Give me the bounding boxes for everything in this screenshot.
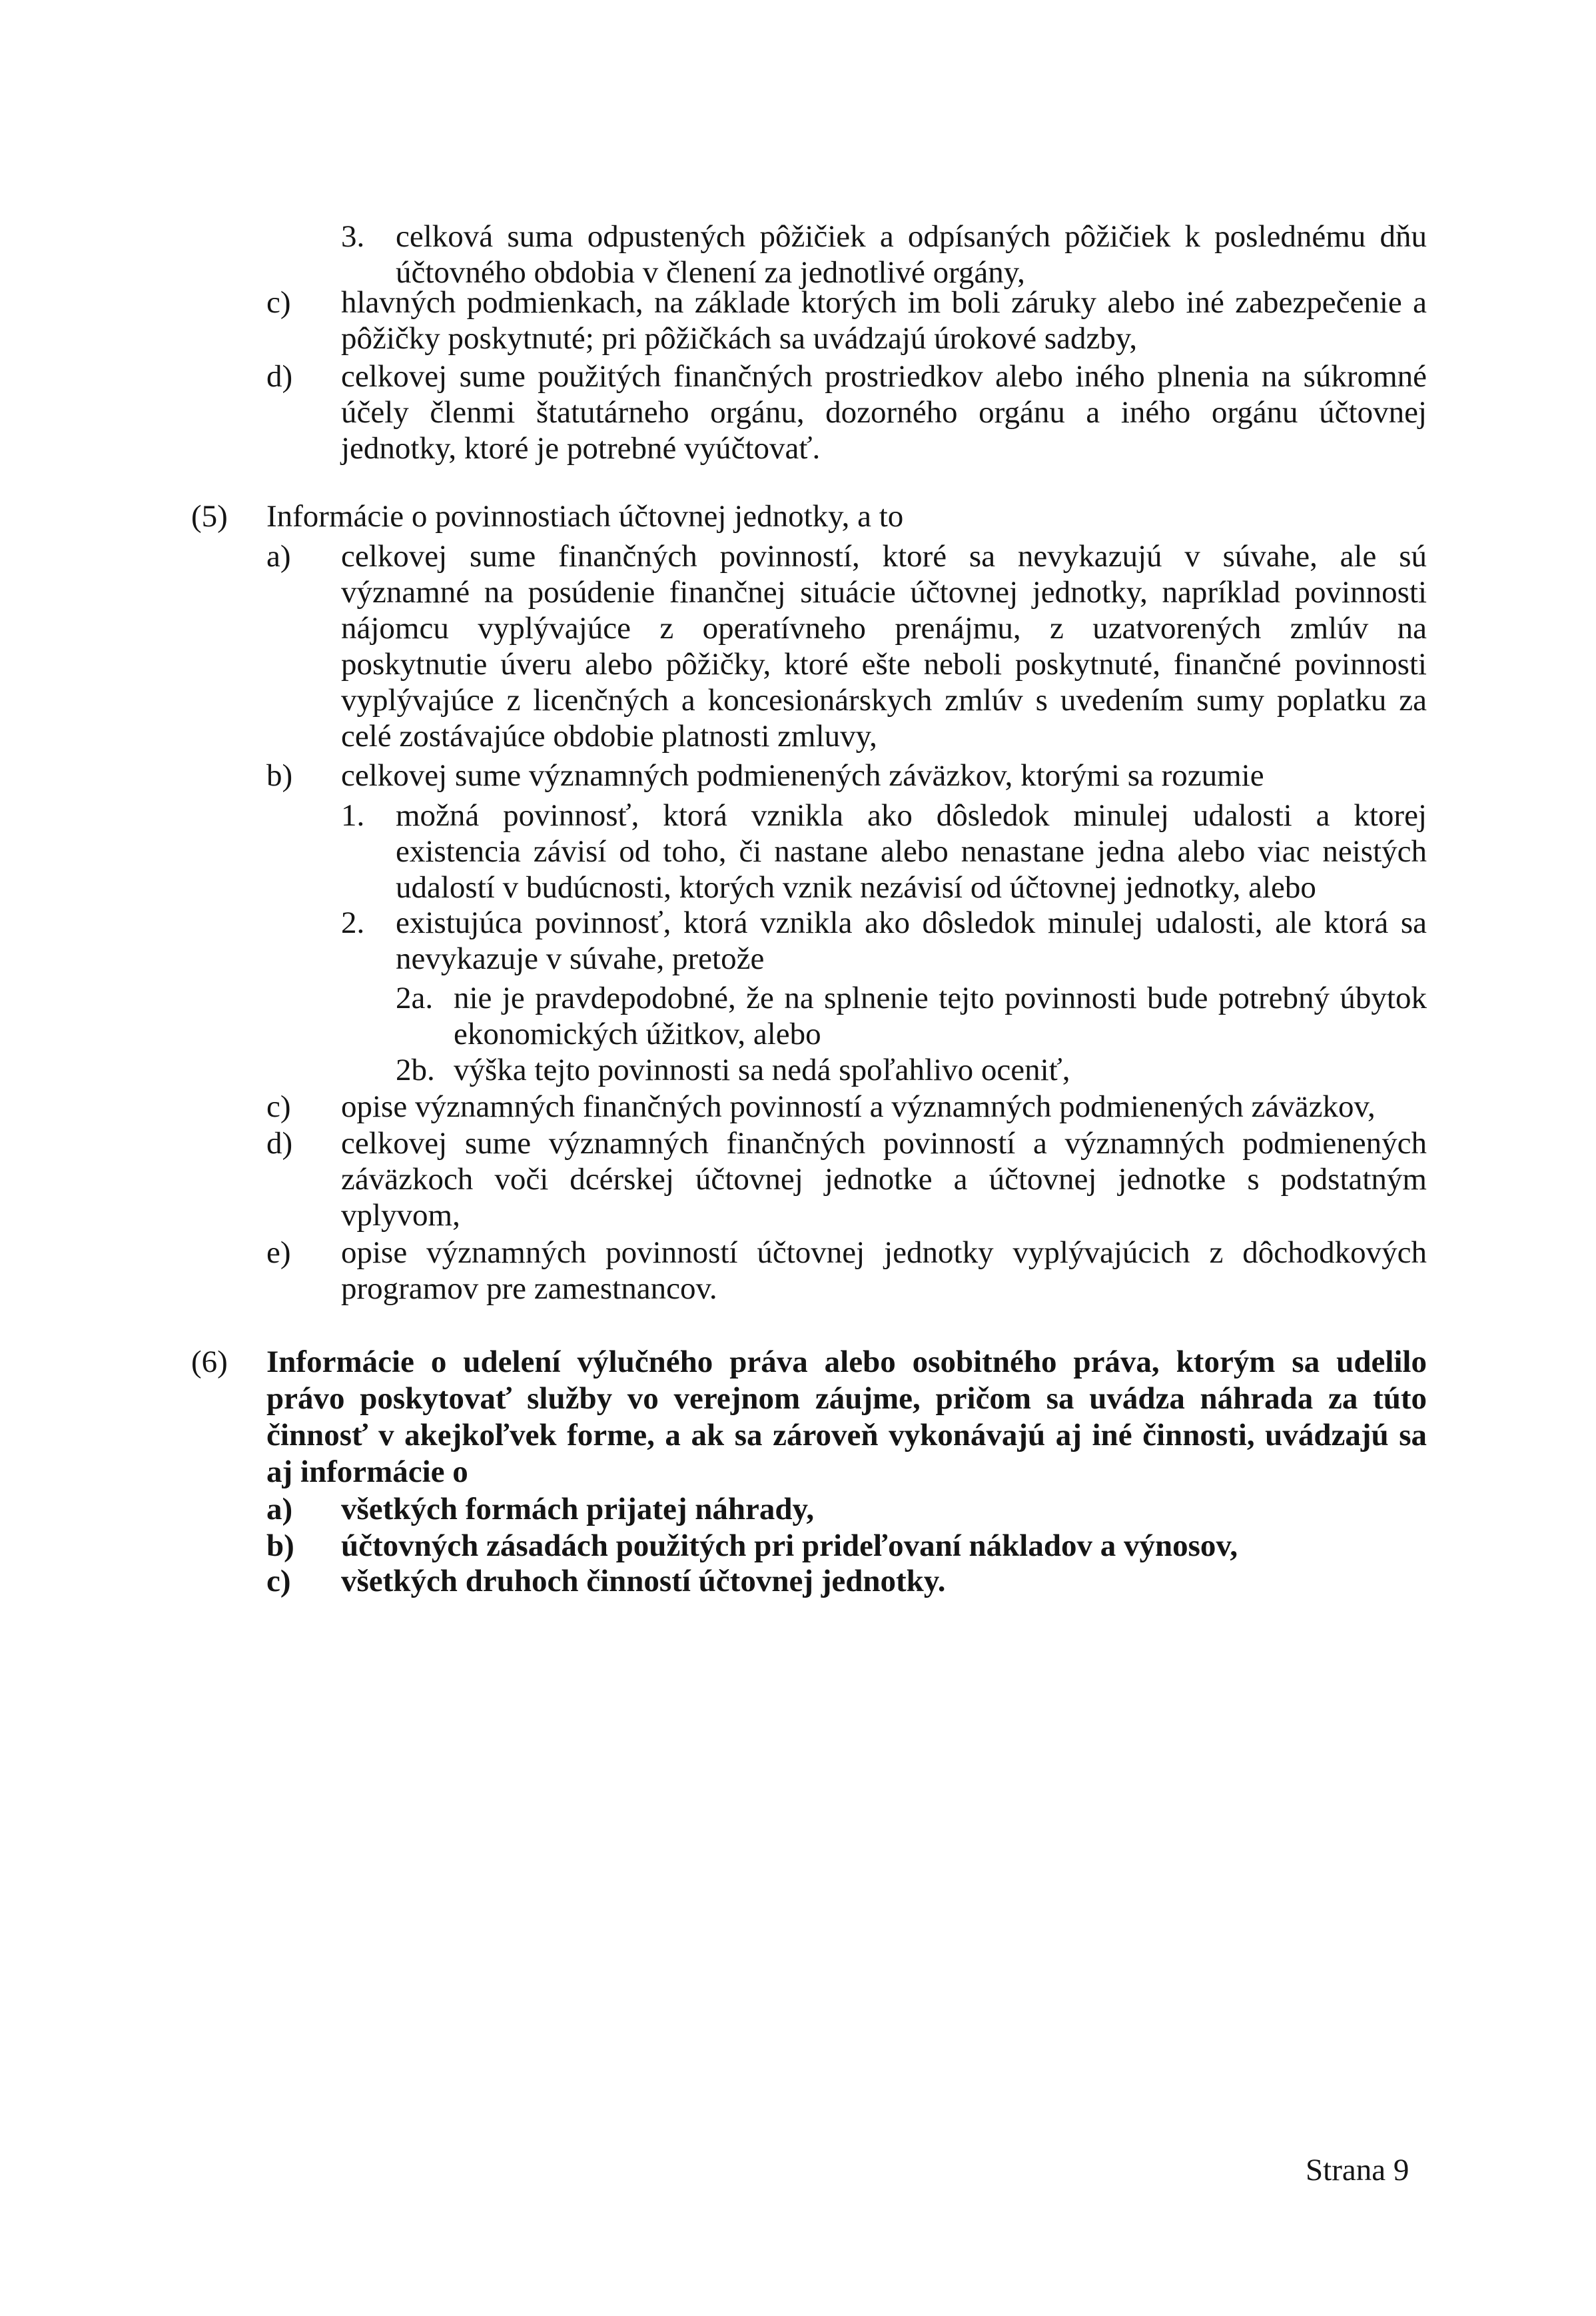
item-number: 2.	[341, 905, 365, 940]
list-item-2a	[396, 980, 1427, 1052]
text-line: činnosť v akejkoľvek forme, a ak sa zároveň vykonávajú aj iné činnosti, uvádzajú sa	[266, 1418, 1427, 1452]
item-letter: c)	[266, 1564, 291, 1598]
list-item-e	[266, 1235, 1427, 1307]
text-line: ekonomických úžitkov, alebo	[454, 1017, 821, 1051]
section-6-heading	[191, 1344, 1427, 1490]
list-item-c	[266, 285, 1427, 356]
list-item-b	[266, 758, 1427, 794]
text-line: existencia závisí od toho, či nastane alebo nenastane jedna alebo viac neistých	[396, 834, 1427, 869]
item-letter: a)	[266, 539, 291, 574]
text-line: významné na posúdenie finančnej situácie účtovnej jednotky, napríklad povinnosti	[341, 575, 1427, 610]
text-line: poskytnutie úveru alebo pôžičky, ktoré ešte neboli poskytnuté, finančné povinnosti	[341, 647, 1427, 682]
item-letter: b)	[266, 1528, 294, 1563]
text-line: záväzkoch voči dcérskej účtovnej jednotke a účtovnej jednotke s podstatným	[341, 1162, 1427, 1197]
text-line: opise významných finančných povinností a významných podmienených záväzkov,	[341, 1089, 1376, 1124]
item-letter: d)	[266, 359, 293, 394]
text-line: pôžičky poskytnuté; pri pôžičkách sa uvádzajú úrokové sadzby,	[341, 321, 1138, 356]
item-letter: a)	[266, 1492, 293, 1526]
section-number: (6)	[191, 1345, 228, 1379]
item-number: 3.	[341, 219, 365, 254]
text-line: všetkých druhoch činností účtovnej jednotky.	[341, 1564, 946, 1598]
list-item-a	[266, 1491, 1427, 1527]
text-line: právo poskytovať služby vo verejnom záujme, pričom sa uvádza náhrada za túto	[266, 1381, 1427, 1416]
item-letter: e)	[266, 1235, 291, 1270]
list-item-d	[266, 358, 1427, 466]
list-item-c	[266, 1563, 1427, 1599]
section-heading: Informácie o povinnostiach účtovnej jednotky, a to	[266, 499, 904, 534]
text-line: účtovného obdobia v členení za jednotlivé orgány,	[396, 255, 1025, 290]
text-line: celkovej sume významných podmienených záväzkov, ktorými sa rozumie	[341, 758, 1264, 793]
text-line: nevykazuje v súvahe, pretože	[396, 941, 765, 976]
list-item-d	[266, 1125, 1427, 1233]
item-number: 1.	[341, 798, 365, 833]
text-line: udalostí v budúcnosti, ktorých vznik nezávisí od účtovnej jednotky, alebo	[396, 870, 1316, 905]
section-5-heading	[191, 498, 1427, 534]
text-line: existujúca povinnosť, ktorá vznikla ako dôsledok minulej udalosti, ale ktorá sa	[396, 905, 1427, 940]
text-line: účely členmi štatutárneho orgánu, dozorného orgánu a iného orgánu účtovnej	[341, 395, 1427, 430]
item-number: 2b.	[396, 1053, 435, 1087]
item-letter: d)	[266, 1126, 293, 1161]
list-item-a	[266, 538, 1427, 754]
section-number: (5)	[191, 499, 228, 534]
item-number: 2a.	[396, 981, 434, 1015]
text-line: programov pre zamestnancov.	[341, 1271, 717, 1306]
page-number: Strana 9	[1306, 2153, 1409, 2187]
text-line: hlavných podmienkach, na základe ktorých im boli záruky alebo iné zabezpečenie a	[341, 285, 1427, 320]
item-letter: c)	[266, 285, 291, 320]
text-line: aj informácie o	[266, 1454, 468, 1489]
text-line: jednotky, ktoré je potrebné vyúčtovať.	[341, 431, 821, 466]
text-line: celkovej sume použitých finančných prostriedkov alebo iného plnenia na súkromné	[341, 359, 1427, 394]
text-line: vyplývajúce z licenčných a koncesionárskych zmlúv s uvedením sumy poplatku za	[341, 683, 1427, 718]
text-line: celé zostávajúce obdobie platnosti zmluvy,	[341, 719, 877, 754]
list-item-3	[341, 219, 1427, 290]
text-line: účtovných zásadách použitých pri prideľovaní nákladov a výnosov,	[341, 1528, 1238, 1563]
list-item-c	[266, 1089, 1427, 1125]
list-item-b	[266, 1528, 1427, 1564]
text-line: celkovej sume významných finančných povinností a významných podmienených	[341, 1126, 1427, 1161]
text-line: celková suma odpustených pôžičiek a odpísaných pôžičiek k poslednému dňu	[396, 219, 1427, 254]
text-line: výška tejto povinnosti sa nedá spoľahlivo oceniť,	[454, 1053, 1070, 1087]
text-line: Informácie o udelení výlučného práva alebo osobitného práva, ktorým sa udelilo	[266, 1345, 1427, 1379]
text-line: vplyvom,	[341, 1198, 460, 1233]
list-item-1	[341, 798, 1427, 905]
list-item-2b	[396, 1052, 1427, 1088]
text-line: nie je pravdepodobné, že na splnenie tejto povinnosti bude potrebný úbytok	[454, 981, 1427, 1015]
text-line: opise významných povinností účtovnej jednotky vyplývajúcich z dôchodkových	[341, 1235, 1427, 1270]
item-letter: c)	[266, 1089, 291, 1124]
text-line: možná povinnosť, ktorá vznikla ako dôsledok minulej udalosti a ktorej	[396, 798, 1427, 833]
text-line: celkovej sume finančných povinností, ktoré sa nevykazujú v súvahe, ale sú	[341, 539, 1427, 574]
text-line: nájomcu vyplývajúce z operatívneho prenájmu, z uzatvorených zmlúv na	[341, 611, 1427, 646]
text-line: všetkých formách prijatej náhrady,	[341, 1492, 815, 1526]
list-item-2	[341, 905, 1427, 977]
item-letter: b)	[266, 758, 293, 793]
